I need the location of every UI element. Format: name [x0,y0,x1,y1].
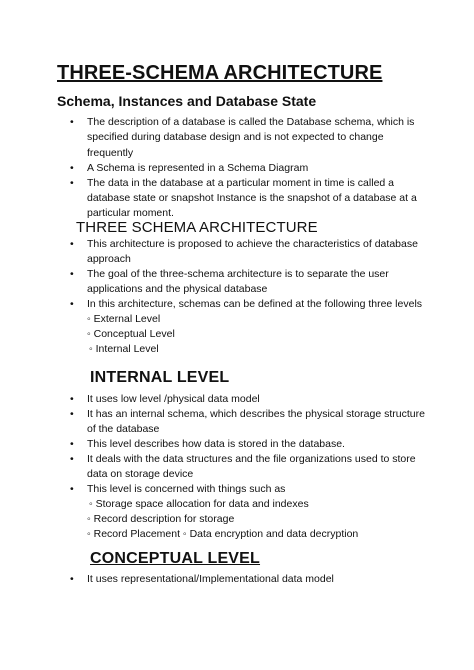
paragraph-line: particular moment. [87,207,174,219]
sub-item: ◦ Conceptual Level [87,328,175,340]
paragraph-line: data on storage device [87,468,194,480]
sub-item: ◦ Record description for storage [87,513,235,525]
bullet: • [70,438,74,450]
sub-item: ◦ External Level [87,313,161,325]
bullet: • [70,573,74,585]
paragraph-line: specified during database design and is not expected to change [87,131,384,143]
bullet: • [70,453,74,465]
bullet: • [70,483,74,495]
paragraph-line: This level is concerned with things such as [87,483,286,495]
bullet: • [70,116,74,128]
paragraph-line: This architecture is proposed to achieve the characteristics of database [87,238,418,250]
section-heading: THREE SCHEMA ARCHITECTURE [76,219,318,236]
bullet: • [70,408,74,420]
section-heading: INTERNAL LEVEL [90,369,230,386]
paragraph-line: It uses low level /physical data model [87,393,260,405]
paragraph-line: frequently [87,147,134,159]
bullet: • [70,298,74,310]
sub-item: ◦ Storage space allocation for data and indexes [89,498,309,510]
paragraph-line: The description of a database is called the Database schema, which is [87,116,415,128]
bullet: • [70,177,74,189]
page-title: THREE-SCHEMA ARCHITECTURE [57,62,383,84]
section-subtitle: Schema, Instances and Database State [57,93,317,109]
paragraph-line: It deals with the data structures and the file organizations used to store [87,453,416,465]
paragraph-line: It has an internal schema, which describes the physical storage structure [87,408,425,420]
paragraph-line: The data in the database at a particular moment in time is called a [87,177,395,189]
paragraph-line: This level describes how data is stored in the database. [87,438,345,450]
bullet: • [70,268,74,280]
bullet: • [70,162,74,174]
sub-item: ◦ Internal Level [89,343,159,355]
sub-item: ◦ Record Placement ◦ Data encryption and data decryption [87,528,359,540]
bullet: • [70,238,74,250]
paragraph-line: It uses representational/Implementational data model [87,573,334,585]
section-heading: CONCEPTUAL LEVEL [90,550,261,567]
paragraph-line: The goal of the three-schema architecture is to separate the user [87,268,389,280]
paragraph-line: approach [87,253,131,265]
paragraph-line: A Schema is represented in a Schema Diagram [87,162,309,174]
paragraph-line: database state or snapshot Instance is the snapshot of a database at a [87,192,417,204]
paragraph-line: In this architecture, schemas can be defined at the following three levels [87,298,423,310]
paragraph-line: of the database [87,423,160,435]
bullet: • [70,393,74,405]
paragraph-line: applications and the physical database [87,283,268,295]
